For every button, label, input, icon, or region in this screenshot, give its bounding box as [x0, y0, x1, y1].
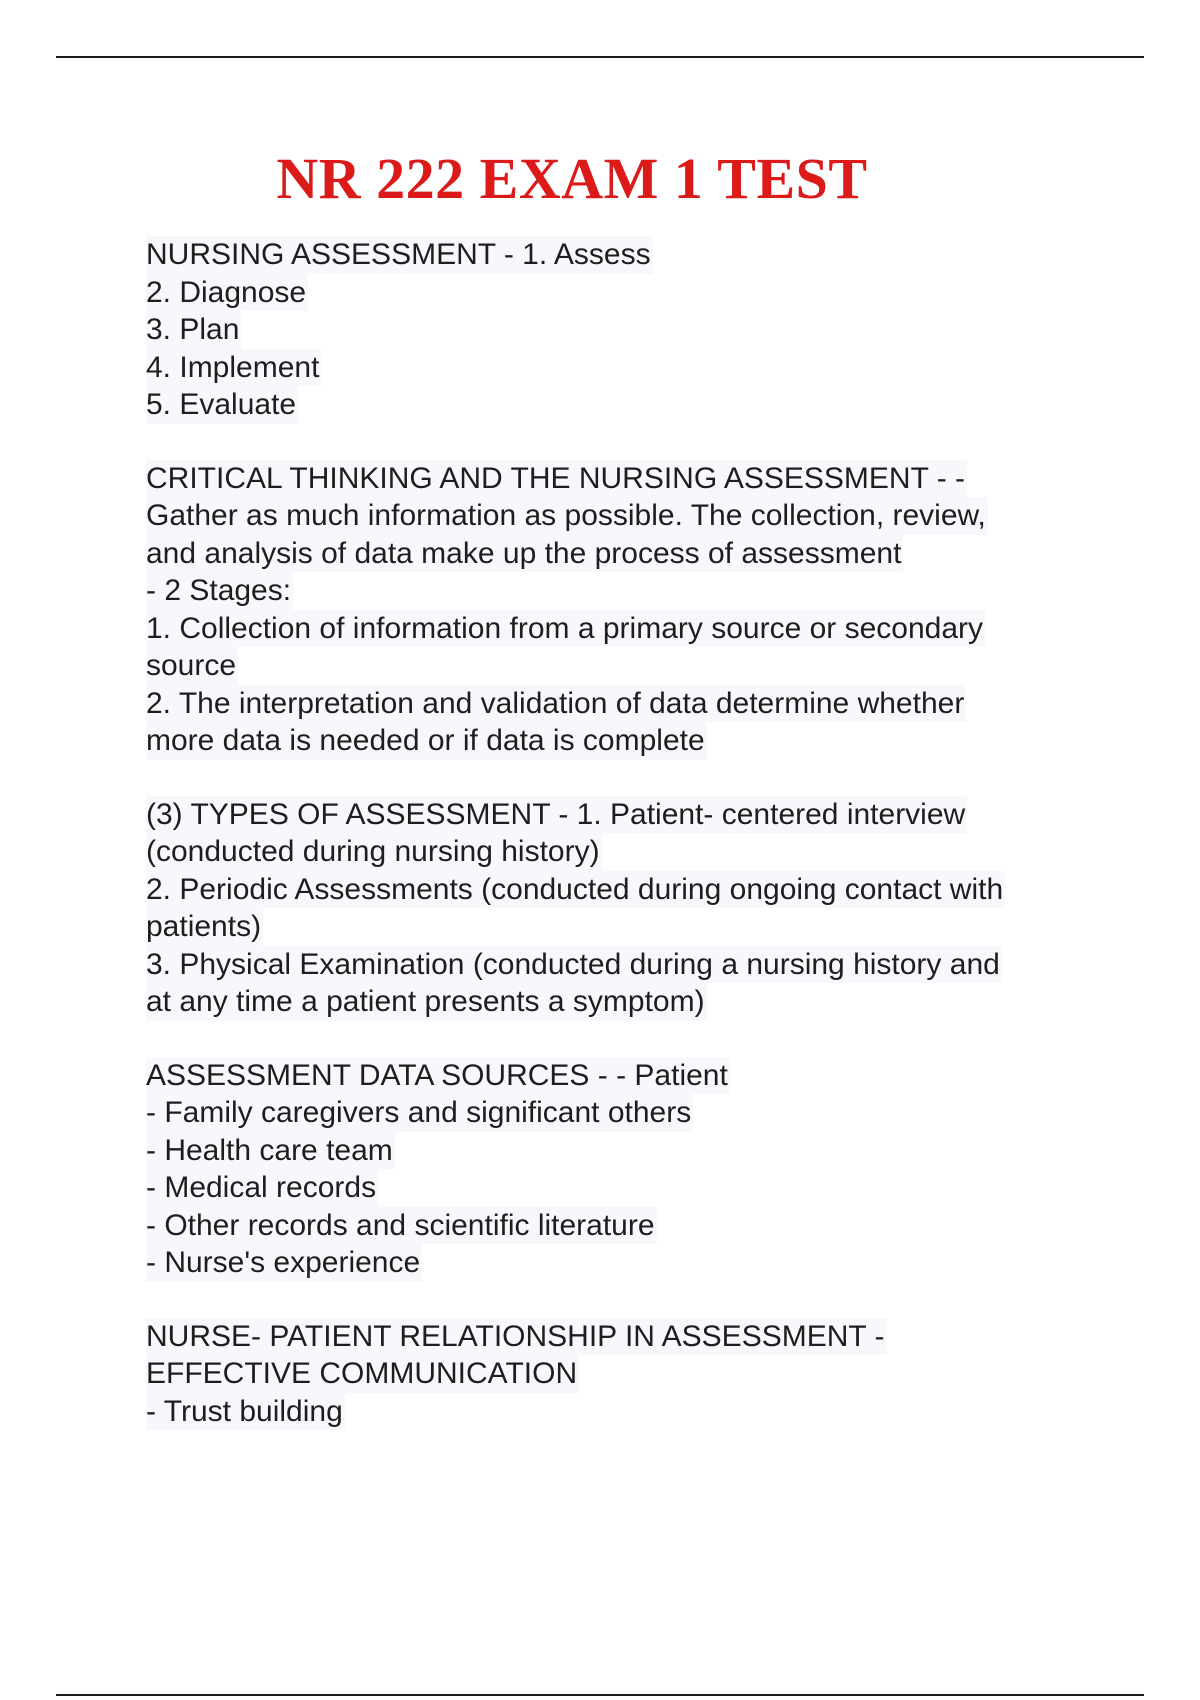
text-line: 3. Physical Examination (conducted during a nursing history and [146, 946, 1002, 984]
text-line: source [146, 647, 238, 685]
section-critical-thinking [146, 460, 1086, 760]
section-types-of-assessment [146, 796, 1086, 1021]
top-divider [56, 56, 1144, 58]
text-line: 1. Collection of information from a primary source or secondary [146, 610, 985, 648]
text-line: ASSESSMENT DATA SOURCES - - Patient [146, 1057, 730, 1095]
bottom-divider [56, 1694, 1144, 1696]
text-line: at any time a patient presents a symptom) [146, 983, 707, 1021]
text-line: - Other records and scientific literature [146, 1207, 657, 1245]
text-line: 2. Diagnose [146, 274, 308, 312]
section-data-sources [146, 1057, 1086, 1282]
text-line: NURSING ASSESSMENT - 1. Assess [146, 236, 653, 274]
text-line: - Nurse's experience [146, 1244, 422, 1282]
section-nurse-patient-relationship [146, 1318, 1086, 1431]
text-line: 5. Evaluate [146, 386, 298, 424]
text-line: - 2 Stages: [146, 572, 293, 610]
document-body [146, 236, 1086, 1466]
text-line: 2. Periodic Assessments (conducted during ongoing contact with [146, 871, 1005, 909]
text-line: 4. Implement [146, 349, 321, 387]
text-line: - Health care team [146, 1132, 395, 1170]
text-line: patients) [146, 908, 263, 946]
text-line: (3) TYPES OF ASSESSMENT - 1. Patient- centered interview [146, 796, 967, 834]
text-line: CRITICAL THINKING AND THE NURSING ASSESSMENT - - [146, 460, 967, 498]
text-line: 2. The interpretation and validation of data determine whether [146, 685, 966, 723]
text-line: Gather as much information as possible. The collection, review, [146, 497, 988, 535]
document-title: NR 222 EXAM 1 TEST [276, 146, 868, 211]
text-line: - Trust building [146, 1393, 345, 1431]
text-line: NURSE- PATIENT RELATIONSHIP IN ASSESSMENT - [146, 1318, 887, 1356]
text-line: more data is needed or if data is complete [146, 722, 707, 760]
section-nursing-assessment [146, 236, 1086, 424]
text-line: (conducted during nursing history) [146, 833, 602, 871]
text-line: and analysis of data make up the process of assessment [146, 535, 903, 573]
text-line: EFFECTIVE COMMUNICATION [146, 1355, 579, 1393]
text-line: - Family caregivers and significant others [146, 1094, 693, 1132]
text-line: - Medical records [146, 1169, 378, 1207]
text-line: 3. Plan [146, 311, 241, 349]
